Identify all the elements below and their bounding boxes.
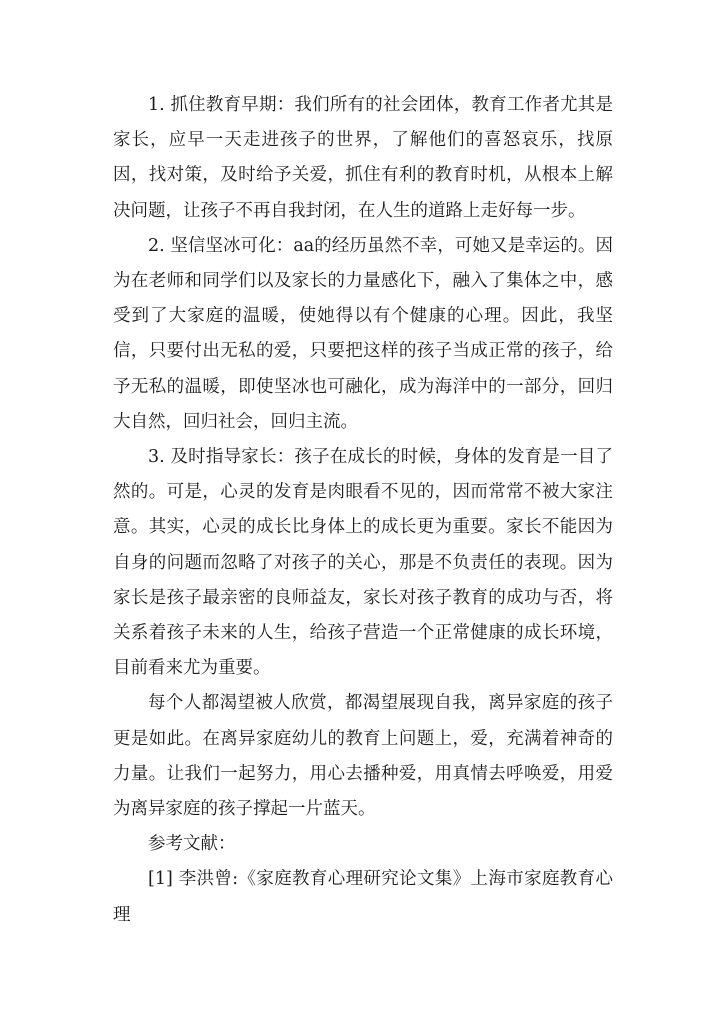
references-heading: 参考文献： bbox=[148, 834, 236, 855]
paragraph-ice-can-melt: 2. 坚信坚冰可化：aa的经历虽然不幸，可她又是幸运的。因为在老师和同学们以及家长的力量感化下，融入了集体之中，感受到了大家庭的温暖，使她得以有个健康的心理。因此，我坚信，只要付出无私的爱，只要把这样的孩子当成正常的孩子，给予无私的温暖，即使坚冰也可融化，成为海洋中的一部分，回归大自然，回归社会，回归主流。 bbox=[113, 235, 613, 432]
paragraph-conclusion: 每个人都渴望被人欣赏，都渴望展现自我，离异家庭的孩子更是如此。在离异家庭幼儿的教育上问题上，爱，充满着神奇的力量。让我们一起努力，用心去播种爱，用真情去呼唤爱，用爱为离异家庭的孩子撑起一片蓝天。 bbox=[113, 693, 613, 820]
paragraph-guide-parents: 3. 及时指导家长：孩子在成长的时候，身体的发育是一目了然的。可是，心灵的发育是肉眼看不见的，因而常常不被大家注意。其实，心灵的成长比身体上的成长更为重要。家长不能因为自身的问题而忽略了对孩子的关心，那是不负责任的表现。因为家长是孩子最亲密的良师益友，家长对孩子教育的成功与否，将关系着孩子未来的人生，给孩子营造一个正常健康的成长环境，目前看来尤为重要。 bbox=[113, 447, 613, 679]
reference-item: [1] 李洪曾:《家庭教育心理研究论文集》上海市家庭教育心理 bbox=[113, 869, 613, 925]
document-body bbox=[113, 88, 613, 933]
paragraph-early-education: 1. 抓住教育早期：我们所有的社会团体，教育工作者尤其是家长，应早一天走进孩子的世界，了解他们的喜怒哀乐，找原因，找对策，及时给予关爱，抓住有利的教育时机，从根本上解决问题，让孩子不再自我封闭，在人生的道路上走好每一步。 bbox=[113, 95, 613, 221]
